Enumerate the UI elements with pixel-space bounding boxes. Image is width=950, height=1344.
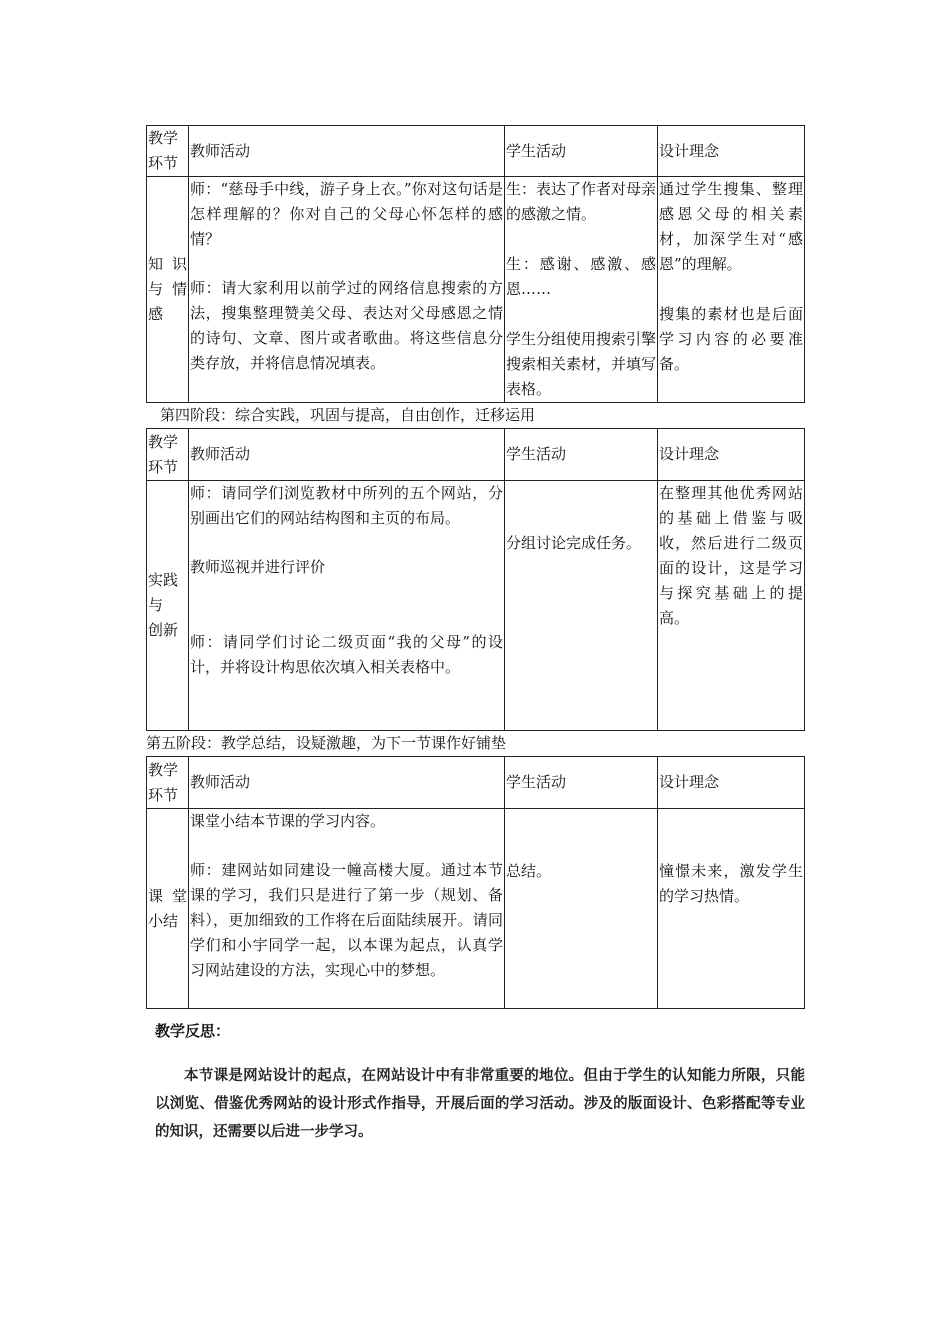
section-line: 实践: [148, 571, 179, 589]
section-cell: [147, 177, 189, 403]
student-paragraph: 学生分组使用搜索引擎搜索相关素材，并填写表格。: [506, 330, 657, 398]
header-student: 学生活动: [505, 757, 658, 809]
header-design: 设计理念: [658, 126, 805, 177]
student-activity-cell: [505, 177, 658, 403]
reflection-body: [155, 1062, 805, 1146]
teacher-paragraph: 师：请同学们讨论二级页面“我的父母”的设计，并将设计构思依次填入相关表格中。: [190, 633, 503, 676]
header-section: 教学环节: [147, 757, 189, 809]
header-student: 学生活动: [505, 429, 658, 481]
section-line: 感: [148, 305, 164, 323]
header-section: 教学环节: [147, 429, 189, 481]
section-line: 与: [148, 596, 164, 614]
design-paragraph: 憧憬未来，激发学生的学习热情。: [659, 862, 803, 905]
design-cell: [658, 177, 805, 403]
stage4-label: 第四阶段：综合实践，巩固与提高，自由创作，迁移运用: [160, 406, 536, 424]
table-row: [147, 809, 805, 1009]
header-student: 学生活动: [505, 126, 658, 177]
lesson-table-stage4: [146, 428, 805, 731]
section-line: 课 堂: [148, 886, 187, 905]
teacher-paragraph: 课堂小结本节课的学习内容。: [190, 812, 386, 830]
header-teacher: 教师活动: [189, 126, 505, 177]
student-paragraph: 生：表达了作者对母亲的感激之情。: [506, 180, 657, 223]
section-line: 与 情: [148, 280, 187, 298]
teacher-paragraph: 师：请同学们浏览教材中所列的五个网站，分别画出它们的网站结构图和主页的布局。: [190, 484, 503, 527]
teacher-paragraph: 师：建网站如同建设一幢高楼大厦。通过本节课的学习，我们只是进行了第一步（规划、备料），更加细致的工作将在后面陆续展开。请同学们和小宇同学一起，以本课为起点，认真学习网站建设的方法，实现心中的梦想。: [190, 861, 503, 979]
teacher-activity-cell: [189, 177, 505, 403]
header-section: 教学环节: [147, 126, 189, 177]
reflection-title: 教学反思：: [155, 1022, 231, 1040]
section-line: 小结: [148, 911, 179, 930]
section-cell: [147, 809, 189, 1009]
stage5-label: 第五阶段：教学总结，设疑激趣，为下一节课作好铺垫: [146, 734, 507, 752]
design-paragraph: 通过学生搜集、整理感恩父母的相关素材，加深学生对“感恩”的理解。: [659, 180, 803, 273]
table-row: [147, 481, 805, 731]
teacher-paragraph: 师：“慈母手中线，游子身上衣。”你对这句话是怎样理解的？你对自己的父母心怀怎样的感情？: [190, 180, 503, 248]
table-header-row: [147, 126, 805, 177]
header-teacher: 教师活动: [189, 429, 505, 481]
design-cell: [658, 809, 805, 1009]
student-paragraph: 分组讨论完成任务。: [506, 534, 642, 552]
student-paragraph: 总结。: [506, 862, 552, 880]
section-line: 创新: [148, 621, 179, 639]
table-row: [147, 177, 805, 403]
design-cell: [658, 481, 805, 731]
lesson-table-stage5: [146, 756, 805, 1009]
teacher-activity-cell: [189, 481, 505, 731]
table-header-row: [147, 757, 805, 809]
section-cell: [147, 481, 189, 731]
reflection-paragraph: 本节课是网站设计的起点，在网站设计中有非常重要的地位。但由于学生的认知能力所限，只能以浏览、借鉴优秀网站的设计形式作指导，开展后面的学习活动。涉及的版面设计、色彩搭配等专业的知识，还需要以后进一步学习。: [155, 1068, 805, 1140]
header-design: 设计理念: [658, 429, 805, 481]
student-paragraph: 生：感谢、感激、感恩……: [506, 255, 656, 298]
teacher-paragraph: 教师巡视并进行评价: [190, 558, 326, 576]
teacher-activity-cell: [189, 809, 505, 1009]
section-line: 知 识: [148, 255, 187, 273]
student-activity-cell: [505, 809, 658, 1009]
table-header-row: [147, 429, 805, 481]
design-paragraph: 在整理其他优秀网站的基础上借鉴与吸收，然后进行二级页面的设计，这是学习与探究基础上的提高。: [659, 484, 803, 627]
student-activity-cell: [505, 481, 658, 731]
lesson-table-stage3: [146, 125, 805, 403]
header-design: 设计理念: [658, 757, 805, 809]
header-teacher: 教师活动: [189, 757, 505, 809]
teacher-paragraph: 师：请大家利用以前学过的网络信息搜索的方法，搜集整理赞美父母、表达对父母感恩之情的诗句、文章、图片或者歌曲。将这些信息分类存放，并将信息情况填表。: [190, 279, 503, 372]
design-paragraph: 搜集的素材也是后面学习内容的必要准备。: [659, 305, 803, 373]
